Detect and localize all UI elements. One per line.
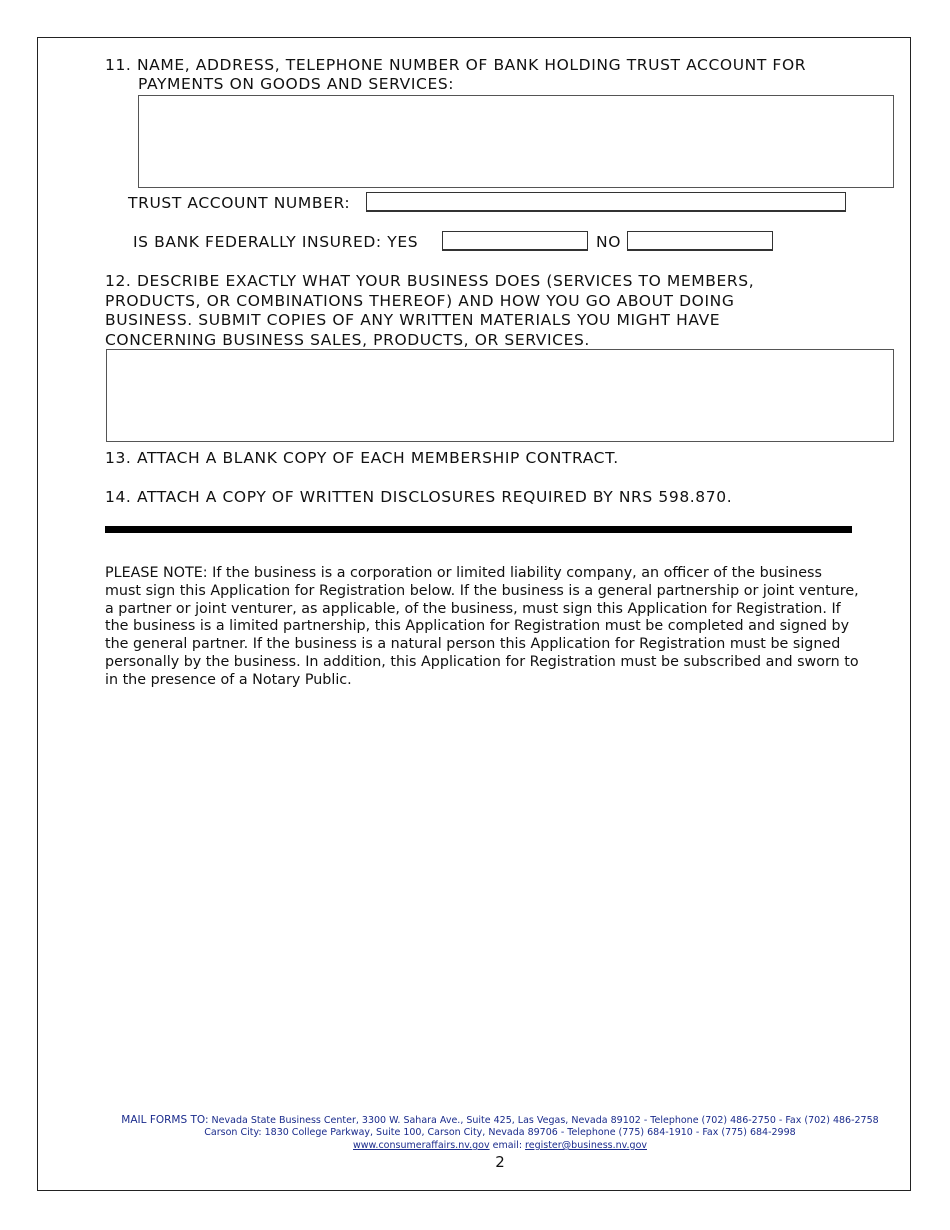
email-label: email: — [489, 1140, 526, 1151]
business-description-textarea[interactable] — [106, 349, 894, 442]
note-line: a partner or joint venturer, as applicable, of the business, must sign this Application for Registration. If — [105, 600, 841, 617]
question-11-line2: PAYMENTS ON GOODS AND SERVICES: — [138, 75, 455, 93]
question-13: 13. ATTACH A BLANK COPY OF EACH MEMBERSHIP CONTRACT. — [105, 449, 619, 467]
federally-insured-label: IS BANK FEDERALLY INSURED: YES — [133, 233, 419, 251]
question-14: 14. ATTACH A COPY OF WRITTEN DISCLOSURES REQUIRED BY NRS 598.870. — [105, 488, 733, 506]
insured-no-label: NO — [596, 233, 621, 251]
note-line: personally by the business. In addition, this Application for Registration must be subscribed and sworn to — [105, 653, 859, 670]
website-link[interactable]: www.consumeraffairs.nv.gov — [353, 1140, 490, 1151]
footer-mail-line — [0, 1114, 950, 1126]
note-line: the business is a limited partnership, this Application for Registration must be completed and signed by — [105, 618, 850, 635]
page-number: 2 — [495, 1153, 505, 1171]
trust-account-label: TRUST ACCOUNT NUMBER: — [128, 194, 351, 212]
bank-info-textarea[interactable] — [138, 95, 894, 188]
trust-account-number-field[interactable] — [366, 192, 846, 212]
email-link[interactable]: register@business.nv.gov — [525, 1140, 647, 1151]
question-12-line2: PRODUCTS, OR COMBINATIONS THEREOF) AND HOW YOU GO ABOUT DOING — [105, 292, 735, 310]
footer-web-line — [0, 1140, 950, 1151]
question-12-line3: BUSINESS. SUBMIT COPIES OF ANY WRITTEN MATERIALS YOU MIGHT HAVE — [105, 311, 721, 329]
carson-city-label: Carson City: — [204, 1127, 262, 1138]
section-divider — [105, 526, 852, 533]
note-line: must sign this Application for Registration below. If the business is a general partnership or joint venture, — [105, 582, 859, 599]
insured-no-field[interactable] — [627, 231, 773, 251]
note-line: PLEASE NOTE: If the business is a corporation or limited liability company, an officer of the business — [105, 565, 822, 581]
insured-yes-field[interactable] — [442, 231, 588, 251]
footer-carson-line — [0, 1127, 950, 1138]
carson-city-address: 1830 College Parkway, Suite 100, Carson City, Nevada 89706 - Telephone (775) 684-1910 - Fax (775) 684-2998 — [261, 1127, 796, 1138]
note-line: the general partner. If the business is a natural person this Application for Registration must be signed — [105, 636, 841, 653]
question-12-line1: 12. DESCRIBE EXACTLY WHAT YOUR BUSINESS DOES (SERVICES TO MEMBERS, — [105, 272, 755, 290]
please-note-paragraph — [105, 565, 897, 690]
note-line: in the presence of a Notary Public. — [105, 671, 352, 688]
las-vegas-address: Nevada State Business Center, 3300 W. Sahara Ave., Suite 425, Las Vegas, Nevada 89102 - Telephone (702) 486-2750 - Fax (702) 486-2758 — [208, 1115, 879, 1126]
question-12-line4: CONCERNING BUSINESS SALES, PRODUCTS, OR SERVICES. — [105, 331, 590, 349]
mail-forms-label: MAIL FORMS TO: — [121, 1114, 209, 1126]
question-11-line1: 11. NAME, ADDRESS, TELEPHONE NUMBER OF BANK HOLDING TRUST ACCOUNT FOR — [105, 56, 807, 74]
